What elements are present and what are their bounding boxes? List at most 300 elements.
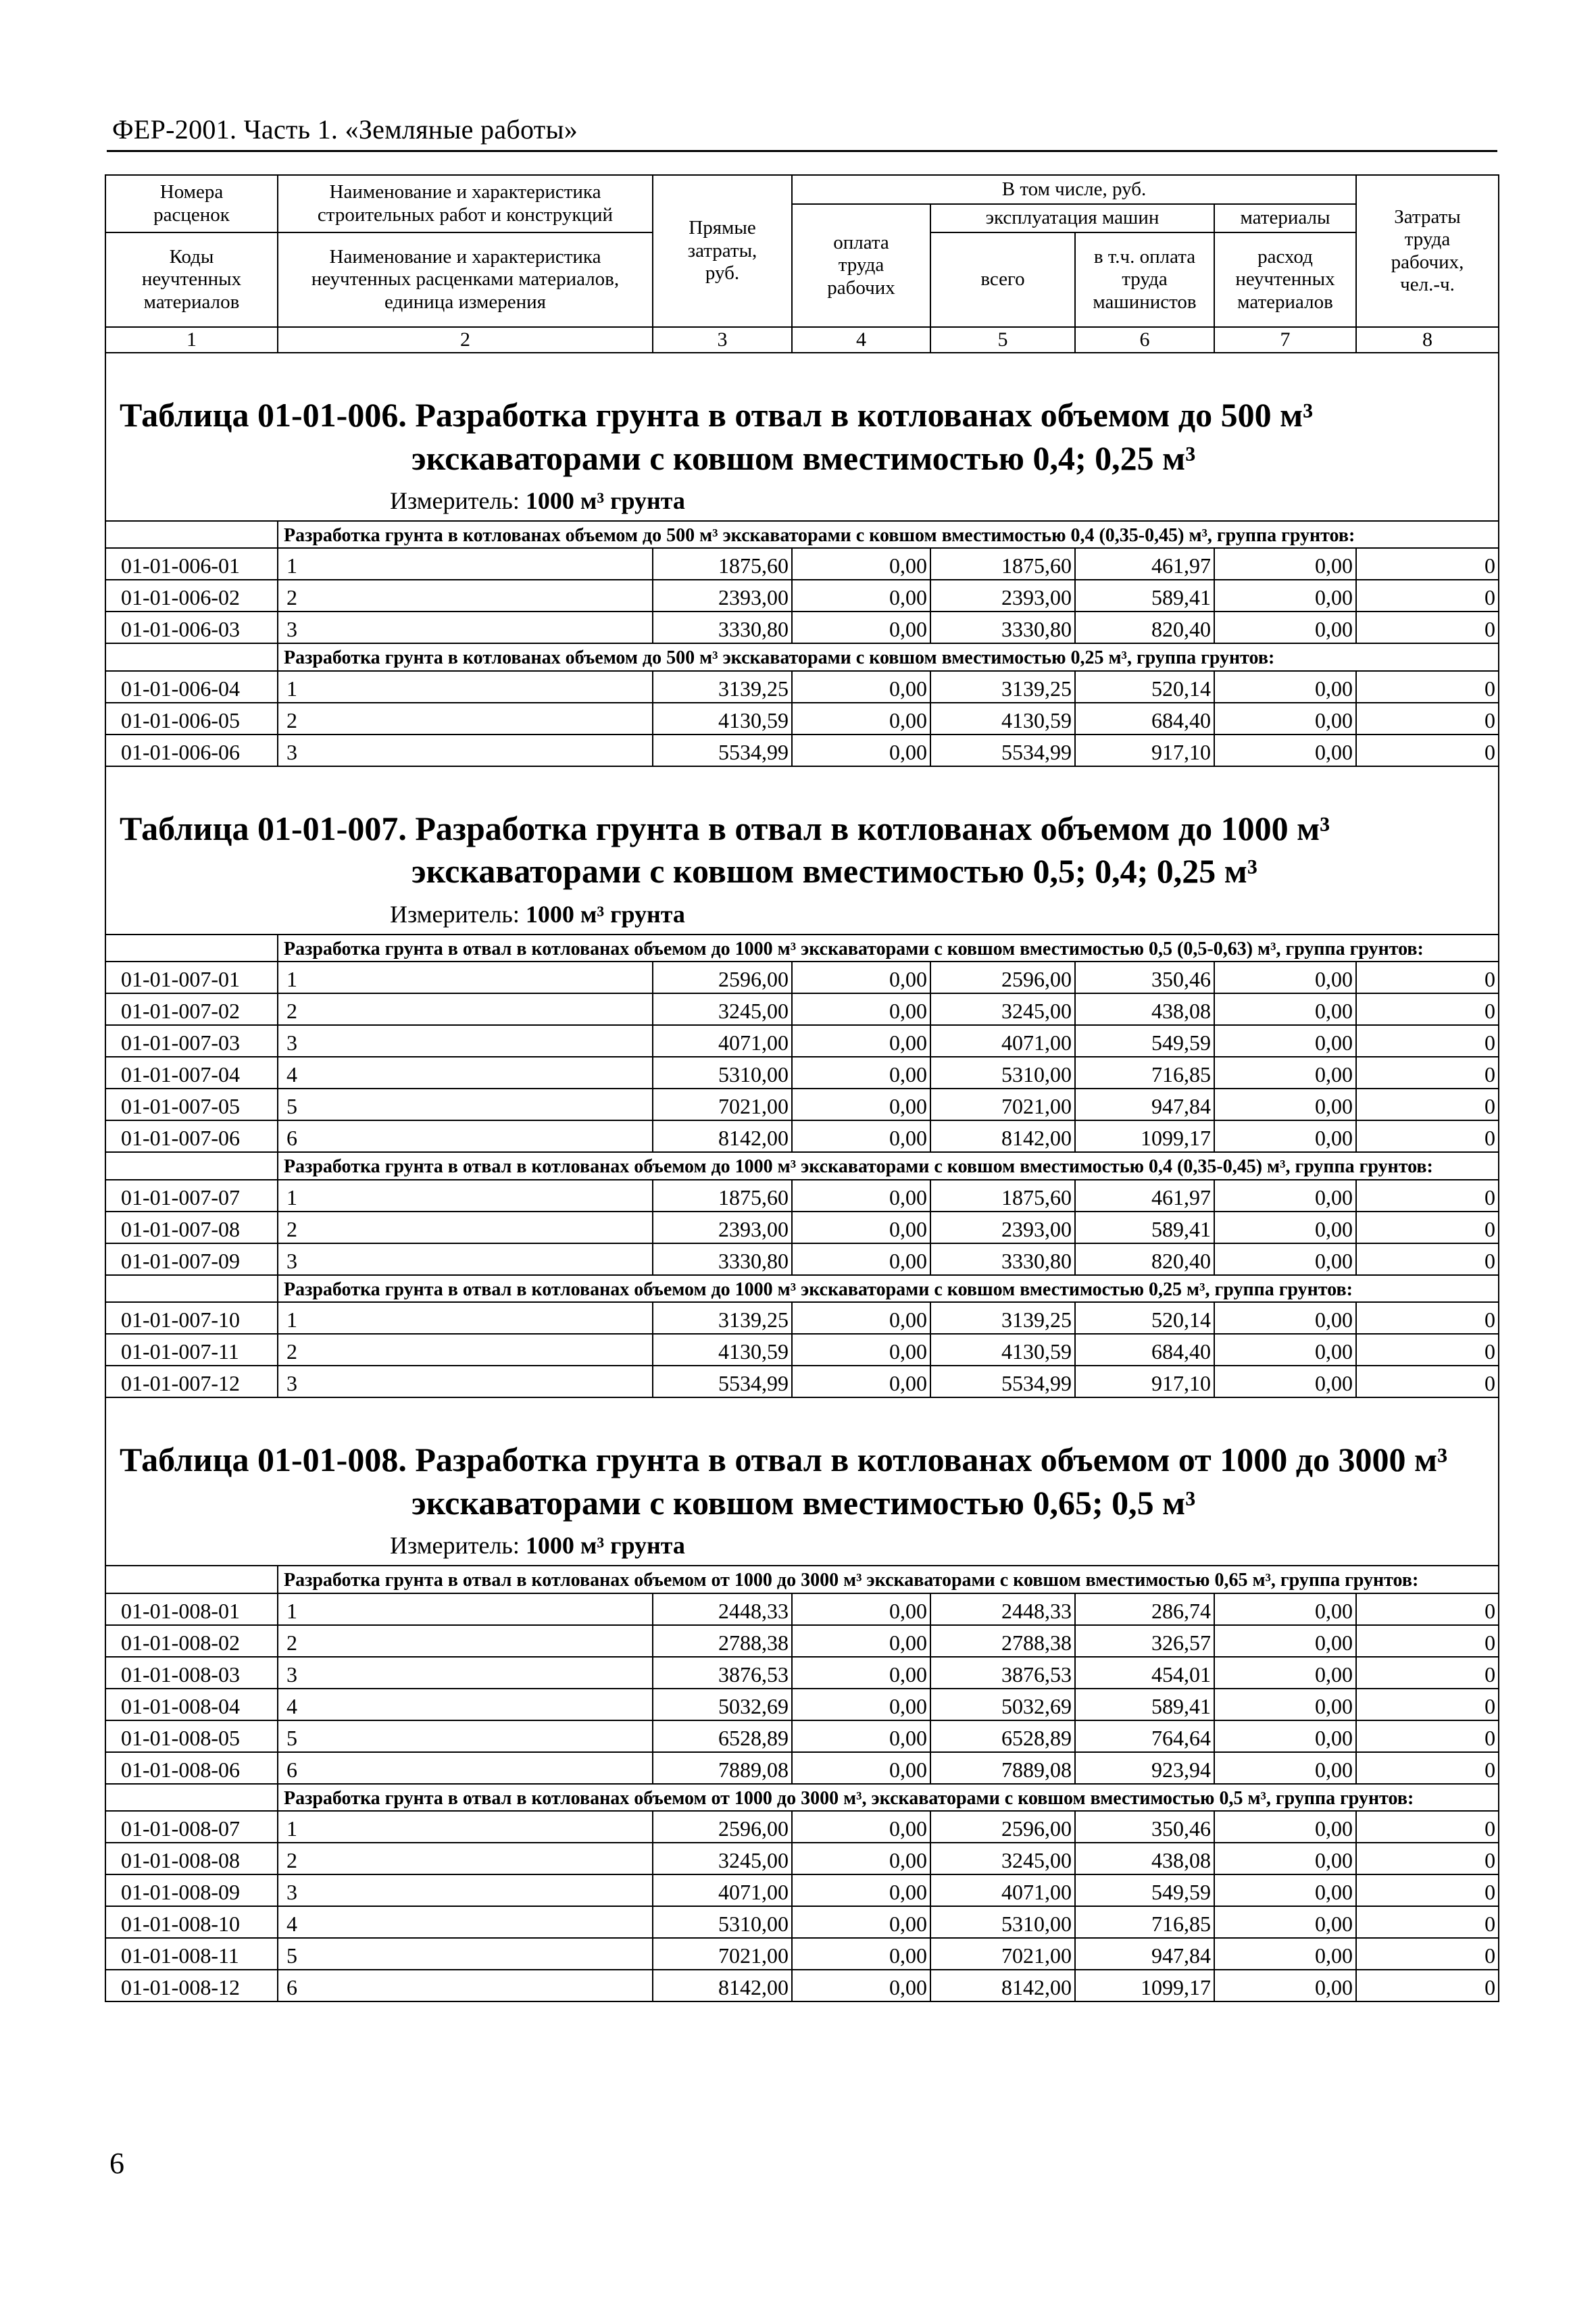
materials-cost: 0,00: [1214, 1366, 1356, 1397]
soil-group: 4: [278, 1057, 653, 1089]
worker-pay: 0,00: [792, 1057, 930, 1089]
operator-pay: 1099,17: [1075, 1970, 1214, 2001]
labor-hours: 0: [1356, 1874, 1498, 1906]
labor-hours: 0: [1356, 735, 1498, 766]
direct-costs: 5534,99: [653, 1366, 792, 1397]
operator-pay: 716,85: [1075, 1906, 1214, 1938]
group-heading-spacer: [106, 935, 278, 962]
rate-code: 01-01-008-09: [106, 1874, 278, 1906]
rate-code: 01-01-008-03: [106, 1657, 278, 1689]
direct-costs: 4071,00: [653, 1874, 792, 1906]
rate-code: 01-01-007-04: [106, 1057, 278, 1089]
table-title-line1: Таблица 01-01-008. Разработка грунта в отвал в котлованах объемом от 1000 до 3000 м³: [120, 1441, 1448, 1479]
worker-pay: 0,00: [792, 1302, 930, 1334]
table-row: [106, 1874, 1498, 1906]
operator-pay: 589,41: [1075, 1212, 1214, 1243]
soil-group: 5: [278, 1938, 653, 1970]
soil-group: 6: [278, 1970, 653, 2001]
col4-header: оплата труда рабочих: [792, 204, 930, 327]
operator-pay: 350,46: [1075, 962, 1214, 993]
soil-group: 4: [278, 1906, 653, 1938]
worker-pay: 0,00: [792, 1625, 930, 1657]
table-row: [106, 1811, 1498, 1843]
machines-header: эксплуатация машин: [930, 204, 1214, 232]
soil-group: 3: [278, 1243, 653, 1275]
rate-code: 01-01-008-07: [106, 1811, 278, 1843]
soil-group: 1: [278, 962, 653, 993]
table-title-line2: экскаваторами с ковшом вместимостью 0,5; 0,4; 0,25 м³: [412, 852, 1257, 891]
group-heading-spacer: [106, 1566, 278, 1593]
labor-hours: 0: [1356, 548, 1498, 580]
direct-costs: 2393,00: [653, 580, 792, 612]
operator-pay: 820,40: [1075, 1243, 1214, 1275]
soil-group: 2: [278, 703, 653, 735]
soil-group: 6: [278, 1752, 653, 1784]
labor-hours: 0: [1356, 1334, 1498, 1366]
labor-hours: 0: [1356, 1752, 1498, 1784]
direct-costs: 2448,33: [653, 1593, 792, 1625]
table-title-line1: Таблица 01-01-006. Разработка грунта в отвал в котлованах объемом до 500 м³: [120, 396, 1314, 434]
operator-pay: 454,01: [1075, 1657, 1214, 1689]
rate-code: 01-01-007-02: [106, 993, 278, 1025]
materials-cost: 0,00: [1214, 735, 1356, 766]
soil-group: 4: [278, 1689, 653, 1720]
table-title-line1: Таблица 01-01-007. Разработка грунта в отвал в котлованах объемом до 1000 м³: [120, 809, 1330, 847]
meter-value: 1000 м³ грунта: [525, 1532, 685, 1560]
rate-code: 01-01-006-06: [106, 735, 278, 766]
table-row: [106, 703, 1498, 735]
rate-code: 01-01-007-11: [106, 1334, 278, 1366]
materials-cost: 0,00: [1214, 612, 1356, 643]
operator-pay: 461,97: [1075, 548, 1214, 580]
labor-hours: 0: [1356, 1212, 1498, 1243]
direct-costs: 2393,00: [653, 1212, 792, 1243]
table-row: [106, 612, 1498, 643]
machines-total: 5534,99: [930, 1366, 1075, 1397]
operator-pay: 684,40: [1075, 703, 1214, 735]
table-row: [106, 1720, 1498, 1752]
col-number: 1: [106, 327, 278, 353]
worker-pay: 0,00: [792, 1843, 930, 1874]
rate-code: 01-01-007-09: [106, 1243, 278, 1275]
group-heading-spacer: [106, 1784, 278, 1811]
soil-group: 3: [278, 1025, 653, 1057]
soil-group: 1: [278, 1593, 653, 1625]
worker-pay: 0,00: [792, 548, 930, 580]
machines-total: 8142,00: [930, 1970, 1075, 2001]
materials-cost: 0,00: [1214, 1689, 1356, 1720]
rate-tables: [106, 353, 1498, 2002]
meter-value: 1000 м³ грунта: [525, 900, 685, 928]
rate-code: 01-01-008-05: [106, 1720, 278, 1752]
worker-pay: 0,00: [792, 1025, 930, 1057]
group-heading: Разработка грунта в котлованах объемом до 500 м³ экскаваторами с ковшом вместимостью 0,25 м³, группа грунтов:: [278, 643, 1498, 670]
rate-table: [106, 520, 1498, 767]
meter-line: [106, 893, 1498, 934]
machines-total: 7889,08: [930, 1752, 1075, 1784]
labor-hours: 0: [1356, 1025, 1498, 1057]
machines-total: 1875,60: [930, 1180, 1075, 1212]
group-heading: Разработка грунта в отвал в котлованах объемом от 1000 до 3000 м³, экскаваторами с ковшом вместимостью 0,5 м³, группа грунтов:: [278, 1784, 1498, 1811]
col2-bottom-header: Наименование и характеристика неучтенных расценками материалов, единица измерения: [278, 232, 653, 327]
worker-pay: 0,00: [792, 1180, 930, 1212]
col-number: 6: [1075, 327, 1214, 353]
soil-group: 2: [278, 1334, 653, 1366]
group-heading-spacer: [106, 1152, 278, 1179]
labor-hours: 0: [1356, 1720, 1498, 1752]
page-number: 6: [109, 2147, 124, 2180]
worker-pay: 0,00: [792, 1212, 930, 1243]
labor-hours: 0: [1356, 1120, 1498, 1152]
direct-costs: 4071,00: [653, 1025, 792, 1057]
worker-pay: 0,00: [792, 1089, 930, 1120]
labor-hours: 0: [1356, 993, 1498, 1025]
materials-cost: 0,00: [1214, 1720, 1356, 1752]
table-row: [106, 1334, 1498, 1366]
worker-pay: 0,00: [792, 1657, 930, 1689]
operator-pay: 923,94: [1075, 1752, 1214, 1784]
table-row: [106, 1243, 1498, 1275]
labor-hours: 0: [1356, 703, 1498, 735]
machines-total: 2448,33: [930, 1593, 1075, 1625]
rate-code: 01-01-006-02: [106, 580, 278, 612]
col8-header: Затраты труда рабочих, чел.-ч.: [1356, 176, 1498, 327]
direct-costs: 3330,80: [653, 1243, 792, 1275]
rate-code: 01-01-008-11: [106, 1938, 278, 1970]
rate-code: 01-01-006-05: [106, 703, 278, 735]
materials-cost: 0,00: [1214, 1906, 1356, 1938]
labor-hours: 0: [1356, 1970, 1498, 2001]
labor-hours: 0: [1356, 612, 1498, 643]
soil-group: 3: [278, 612, 653, 643]
operator-pay: 820,40: [1075, 612, 1214, 643]
meter-label: Измеритель:: [390, 900, 520, 928]
worker-pay: 0,00: [792, 1366, 930, 1397]
rate-code: 01-01-007-03: [106, 1025, 278, 1057]
materials-cost: 0,00: [1214, 671, 1356, 703]
group-heading-row: [106, 643, 1498, 670]
meter-label: Измеритель:: [390, 487, 520, 514]
direct-costs: 5310,00: [653, 1906, 792, 1938]
worker-pay: 0,00: [792, 1243, 930, 1275]
rate-code: 01-01-008-12: [106, 1970, 278, 2001]
direct-costs: 3876,53: [653, 1657, 792, 1689]
rate-code: 01-01-008-04: [106, 1689, 278, 1720]
machines-total: 4071,00: [930, 1874, 1075, 1906]
table-row: [106, 1625, 1498, 1657]
machines-total: 2788,38: [930, 1625, 1075, 1657]
soil-group: 2: [278, 993, 653, 1025]
operator-pay: 947,84: [1075, 1938, 1214, 1970]
operator-pay: 947,84: [1075, 1089, 1214, 1120]
operator-pay: 1099,17: [1075, 1120, 1214, 1152]
operator-pay: 684,40: [1075, 1334, 1214, 1366]
soil-group: 2: [278, 580, 653, 612]
materials-cost: 0,00: [1214, 1334, 1356, 1366]
group-heading: Разработка грунта в отвал в котлованах объемом до 1000 м³ экскаваторами с ковшом вместимостью 0,25 м³, группа грунтов:: [278, 1275, 1498, 1302]
direct-costs: 2596,00: [653, 962, 792, 993]
table-row: [106, 1689, 1498, 1720]
materials-cost: 0,00: [1214, 580, 1356, 612]
materials-cost: 0,00: [1214, 1970, 1356, 2001]
operator-pay: 438,08: [1075, 993, 1214, 1025]
column-header: [106, 176, 1498, 353]
running-header: ФЕР-2001. Часть 1. «Земляные работы»: [112, 114, 578, 145]
operator-pay: 350,46: [1075, 1811, 1214, 1843]
direct-costs: 3330,80: [653, 612, 792, 643]
materials-cost: 0,00: [1214, 1843, 1356, 1874]
table-row: [106, 1970, 1498, 2001]
group-heading: Разработка грунта в котлованах объемом до 500 м³ экскаваторами с ковшом вместимостью 0,4 (0,35-0,45) м³, группа грунтов:: [278, 521, 1498, 548]
soil-group: 1: [278, 1180, 653, 1212]
rate-code: 01-01-006-04: [106, 671, 278, 703]
direct-costs: 3245,00: [653, 993, 792, 1025]
table-row: [106, 1212, 1498, 1243]
machines-total: 2596,00: [930, 1811, 1075, 1843]
operator-pay: 461,97: [1075, 1180, 1214, 1212]
rate-code: 01-01-007-07: [106, 1180, 278, 1212]
soil-group: 3: [278, 1874, 653, 1906]
direct-costs: 7021,00: [653, 1089, 792, 1120]
table-row: [106, 1657, 1498, 1689]
rate-code: 01-01-008-02: [106, 1625, 278, 1657]
table-title: [106, 767, 1498, 893]
table-row: [106, 1906, 1498, 1938]
machines-total: 3330,80: [930, 612, 1075, 643]
machines-total: 3245,00: [930, 1843, 1075, 1874]
soil-group: 3: [278, 735, 653, 766]
machines-total: 2393,00: [930, 580, 1075, 612]
document-body: [105, 174, 1499, 2002]
worker-pay: 0,00: [792, 1874, 930, 1906]
machines-total: 2596,00: [930, 962, 1075, 993]
operator-pay: 286,74: [1075, 1593, 1214, 1625]
col-number: 5: [930, 327, 1075, 353]
worker-pay: 0,00: [792, 993, 930, 1025]
labor-hours: 0: [1356, 1811, 1498, 1843]
table-row: [106, 1843, 1498, 1874]
col1-bottom-header: Коды неучтенных материалов: [106, 232, 278, 327]
materials-cost: 0,00: [1214, 1752, 1356, 1784]
worker-pay: 0,00: [792, 962, 930, 993]
materials-cost: 0,00: [1214, 1811, 1356, 1843]
meter-value: 1000 м³ грунта: [525, 487, 685, 514]
table-row: [106, 1180, 1498, 1212]
table-title-line2: экскаваторами с ковшом вместимостью 0,4; 0,25 м³: [412, 439, 1196, 477]
col7-header: расход неучтенных материалов: [1214, 232, 1356, 327]
direct-costs: 4130,59: [653, 703, 792, 735]
machines-total: 5310,00: [930, 1906, 1075, 1938]
soil-group: 1: [278, 548, 653, 580]
group-heading-spacer: [106, 521, 278, 548]
col-number: 4: [792, 327, 930, 353]
machines-total: 8142,00: [930, 1120, 1075, 1152]
labor-hours: 0: [1356, 1938, 1498, 1970]
rate-code: 01-01-007-08: [106, 1212, 278, 1243]
direct-costs: 2596,00: [653, 1811, 792, 1843]
direct-costs: 6528,89: [653, 1720, 792, 1752]
materials-cost: 0,00: [1214, 962, 1356, 993]
machines-total: 4130,59: [930, 703, 1075, 735]
rate-code: 01-01-007-05: [106, 1089, 278, 1120]
materials-cost: 0,00: [1214, 1874, 1356, 1906]
table-row: [106, 962, 1498, 993]
group-heading-row: [106, 1784, 1498, 1811]
operator-pay: 326,57: [1075, 1625, 1214, 1657]
machines-total: 3139,25: [930, 671, 1075, 703]
rate-code: 01-01-007-12: [106, 1366, 278, 1397]
worker-pay: 0,00: [792, 1120, 930, 1152]
soil-group: 3: [278, 1657, 653, 1689]
worker-pay: 0,00: [792, 1970, 930, 2001]
machines-total: 3139,25: [930, 1302, 1075, 1334]
materials-cost: 0,00: [1214, 1120, 1356, 1152]
table-title: [106, 1398, 1498, 1524]
table-row: [106, 1302, 1498, 1334]
table-row: [106, 1593, 1498, 1625]
labor-hours: 0: [1356, 1180, 1498, 1212]
machines-total: 4071,00: [930, 1025, 1075, 1057]
materials-cost: 0,00: [1214, 1243, 1356, 1275]
table-title-line2: экскаваторами с ковшом вместимостью 0,65; 0,5 м³: [412, 1483, 1196, 1522]
materials-cost: 0,00: [1214, 548, 1356, 580]
materials-cost: 0,00: [1214, 1625, 1356, 1657]
operator-pay: 520,14: [1075, 671, 1214, 703]
group-heading: Разработка грунта в отвал в котлованах объемом от 1000 до 3000 м³ экскаваторами с ковшом вместимостью 0,65 м³, группа грунтов:: [278, 1566, 1498, 1593]
operator-pay: 589,41: [1075, 1689, 1214, 1720]
soil-group: 6: [278, 1120, 653, 1152]
materials-cost: 0,00: [1214, 703, 1356, 735]
incl-header: В том числе, руб.: [792, 176, 1356, 204]
table-row: [106, 1025, 1498, 1057]
direct-costs: 7021,00: [653, 1938, 792, 1970]
machines-total: 6528,89: [930, 1720, 1075, 1752]
rate-code: 01-01-008-01: [106, 1593, 278, 1625]
group-heading-spacer: [106, 643, 278, 670]
direct-costs: 4130,59: [653, 1334, 792, 1366]
direct-costs: 3139,25: [653, 1302, 792, 1334]
soil-group: 5: [278, 1089, 653, 1120]
labor-hours: 0: [1356, 1089, 1498, 1120]
rate-code: 01-01-007-10: [106, 1302, 278, 1334]
worker-pay: 0,00: [792, 1720, 930, 1752]
table-row: [106, 1057, 1498, 1089]
soil-group: 1: [278, 671, 653, 703]
col1-top-header: Номера расценок: [106, 176, 278, 232]
soil-group: 2: [278, 1212, 653, 1243]
worker-pay: 0,00: [792, 1689, 930, 1720]
rate-code: 01-01-007-01: [106, 962, 278, 993]
materials-cost: 0,00: [1214, 1057, 1356, 1089]
soil-group: 5: [278, 1720, 653, 1752]
operator-pay: 764,64: [1075, 1720, 1214, 1752]
materials-cost: 0,00: [1214, 1657, 1356, 1689]
meter-label: Измеритель:: [390, 1532, 520, 1560]
machines-total: 5032,69: [930, 1689, 1075, 1720]
machines-total: 5310,00: [930, 1057, 1075, 1089]
direct-costs: 2788,38: [653, 1625, 792, 1657]
direct-costs: 5310,00: [653, 1057, 792, 1089]
materials-cost: 0,00: [1214, 1212, 1356, 1243]
worker-pay: 0,00: [792, 1811, 930, 1843]
col-number: 2: [278, 327, 653, 353]
group-heading-spacer: [106, 1275, 278, 1302]
table-row: [106, 1938, 1498, 1970]
operator-pay: 917,10: [1075, 1366, 1214, 1397]
table-row: [106, 1089, 1498, 1120]
soil-group: 2: [278, 1843, 653, 1874]
machines-total: 7021,00: [930, 1089, 1075, 1120]
table-row: [106, 580, 1498, 612]
table-title: [106, 353, 1498, 480]
operator-pay: 716,85: [1075, 1057, 1214, 1089]
labor-hours: 0: [1356, 1906, 1498, 1938]
materials-cost: 0,00: [1214, 993, 1356, 1025]
labor-hours: 0: [1356, 1689, 1498, 1720]
direct-costs: 7889,08: [653, 1752, 792, 1784]
col2-top-header: Наименование и характеристика строительных работ и конструкций: [278, 176, 653, 232]
machines-total: 1875,60: [930, 548, 1075, 580]
materials-header: материалы: [1214, 204, 1356, 232]
col-number: 7: [1214, 327, 1356, 353]
rate-code: 01-01-007-06: [106, 1120, 278, 1152]
direct-costs: 1875,60: [653, 548, 792, 580]
worker-pay: 0,00: [792, 1906, 930, 1938]
group-heading-row: [106, 521, 1498, 548]
group-heading-row: [106, 1566, 1498, 1593]
rate-code: 01-01-008-06: [106, 1752, 278, 1784]
labor-hours: 0: [1356, 1302, 1498, 1334]
materials-cost: 0,00: [1214, 1025, 1356, 1057]
materials-cost: 0,00: [1214, 1302, 1356, 1334]
header-rule: [107, 150, 1497, 152]
direct-costs: 8142,00: [653, 1970, 792, 2001]
table-row: [106, 1752, 1498, 1784]
rate-table: [106, 1565, 1498, 2002]
rate-code: 01-01-008-10: [106, 1906, 278, 1938]
machines-total: 2393,00: [930, 1212, 1075, 1243]
operator-pay: 549,59: [1075, 1025, 1214, 1057]
worker-pay: 0,00: [792, 1938, 930, 1970]
table-row: [106, 671, 1498, 703]
labor-hours: 0: [1356, 1843, 1498, 1874]
rate-code: 01-01-006-03: [106, 612, 278, 643]
labor-hours: 0: [1356, 671, 1498, 703]
rate-code: 01-01-008-08: [106, 1843, 278, 1874]
labor-hours: 0: [1356, 1657, 1498, 1689]
table-row: [106, 1366, 1498, 1397]
operator-pay: 549,59: [1075, 1874, 1214, 1906]
worker-pay: 0,00: [792, 1593, 930, 1625]
worker-pay: 0,00: [792, 580, 930, 612]
direct-costs: 1875,60: [653, 1180, 792, 1212]
materials-cost: 0,00: [1214, 1180, 1356, 1212]
soil-group: 2: [278, 1625, 653, 1657]
operator-pay: 589,41: [1075, 580, 1214, 612]
operator-pay: 438,08: [1075, 1843, 1214, 1874]
worker-pay: 0,00: [792, 1334, 930, 1366]
machines-total: 3876,53: [930, 1657, 1075, 1689]
group-heading: Разработка грунта в отвал в котлованах объемом до 1000 м³ экскаваторами с ковшом вместимостью 0,4 (0,35-0,45) м³, группа грунтов:: [278, 1152, 1498, 1179]
direct-costs: 5032,69: [653, 1689, 792, 1720]
labor-hours: 0: [1356, 1366, 1498, 1397]
worker-pay: 0,00: [792, 671, 930, 703]
table-row: [106, 735, 1498, 766]
col3-header: Прямые затраты, руб.: [653, 176, 792, 327]
soil-group: 1: [278, 1811, 653, 1843]
labor-hours: 0: [1356, 1243, 1498, 1275]
worker-pay: 0,00: [792, 735, 930, 766]
